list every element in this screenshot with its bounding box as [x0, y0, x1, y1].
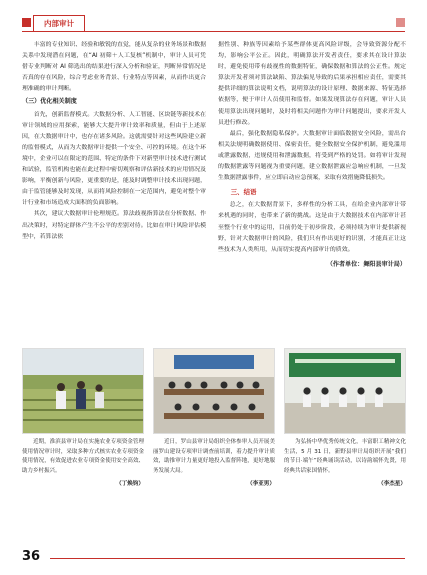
right-paragraph-3: 总之，在大数据背景下，多样性的分析工具，在给企业内部审计带来机遇的同时，也带来了新的挑战。这是由于大数据技术在内部审计甚至整个行业中的运用，目前仍处于初步阶段，必须持续为审计提供新视野，针对大数据审计的风险，我们只有作出更好的识别，才能真正让这些技术为人类所用，从而切实提高内部审计的质效。: [218, 202, 406, 253]
header-red-square-left: [22, 18, 31, 27]
author-affiliation: （作者单位：舞阳县审计局）: [326, 260, 406, 268]
right-column: [218, 40, 406, 270]
section-tag: 内部审计: [33, 15, 85, 32]
photo-caption-2: 近日，罗山县审计局组织全体参审人员开展美丽罗山建设专项审计调查前培训，着力提升审计质效，助推审计力量更好地投入监督阵地，更好地服务发展大局。: [153, 439, 275, 474]
conclusion-heading: 三、结语: [230, 188, 257, 197]
photo-item-1: [22, 348, 144, 487]
photo-credit-3: （李杰星）: [378, 481, 406, 488]
photo-item-3: [284, 348, 406, 487]
left-paragraph-3: 其次，建议大数据审计伦理规范。算法歧视指算法在分析数据、作出决策时，对特定群体产生不公平的差别对待。比如在审计风险评估模型中，若算法依: [22, 211, 206, 240]
photo-item-2: [153, 348, 275, 487]
footer-rule: [50, 558, 405, 559]
left-paragraph-2: 首先，创新监督模式。大数据分析、人工智能、区块链等新技术在审计领域的应用探索，能够大大提升审计效率和质量，但由于上述原因，在大数据审计中，也存在诸多风险。这就需要针对这些风险建立新的监督模式，从而为大数据审计提供一个安全、可控的环境。在这个环境中，企业可以在限定的范围、特定的条件下对新型审计技术进行测试和试验，监管机构也能在此过程中密切观察和评估新技术的应用情况及影响，平衡创新与风险，更重要的是，能及时调整审计技术出现问题，由于监管能够及时发现，从而将风险控制在一定范围内，避免对整个审计行业和市场造成大面积的负面影响。: [22, 111, 206, 207]
photo-caption-1: 近期，淮滨县审计局在实施农业专项资金管理使用情况审计时，采取多种方式核实农业专项资金使用情况，有效促进农业专项资金使用安全高效、助力乡村振兴。: [22, 439, 144, 474]
photo-training-meeting: [153, 348, 275, 434]
right-paragraph-1: 据性别、种族等因素给予某些群体更高风险评级，会导致资源分配不均，影响公平公正。因此，明确算法开发者责任，要求其在设计算法时，避免使用带有歧视性的数据特征，确保数据和算法的公正性。规定算法开发者须对算法缺陷、算法偏见导致的后果承担相应责任，需要其提供详细的算法说明文档，说明算法的设计原理、数据来源、特征选择依据等，便于审计人员使用和监督。如果发现算法存在问题，审计人员使用算法出现问题时，及时将相关问题作为审计问题提出，要求开发人员进行修改。: [218, 42, 406, 126]
header-rule: [22, 31, 405, 32]
left-column: [22, 40, 206, 243]
left-subheading: （三）优化相关制度: [22, 98, 77, 106]
photo-caption-3: 为弘扬中华优秀传统文化，丰富职工精神文化生活，5 月 31 日，新野县审计局组织开展“我们的节日·端午”经典诵读活动，以诗韵端怀先贤，用经典共话家国情怀。: [284, 439, 406, 474]
left-paragraph-1: 丰富的专业知识、经验和敏锐的直觉，能从复杂的业务场景和数据关系中发现潜在问题，在“AI 初筛＋人工复核”机制中，审计人员可凭借专业判断对 AI 筛选出的结果进行深入分析和验证，判断异常情况是否真的存在风险，综合考虑业务背景、行业特点等因素，从而作出更合理准确的审计判断。: [22, 42, 206, 93]
photo-strip: [22, 348, 406, 544]
photo-reading-event: [284, 348, 406, 434]
page-number: 36: [22, 549, 41, 564]
photo-credit-1: （丁焕钧）: [116, 481, 144, 488]
header-square-right: [396, 18, 405, 27]
photo-credit-2: （李亚男）: [247, 481, 275, 488]
photo-field-inspection: [22, 348, 144, 434]
right-paragraph-2: 最后，强化数据隐私保护。大数据审计面临数据安全风险，需出台相关法规明确数据使用、保密责任，健全数据安全保护机制，避免滥用或泄露数据，违规使用和泄露数据，将受到严格的处罚。如将审计发现的数据泄露等问题视为重要问题，建立数据泄露应急响应机制，一旦发生数据泄露事件，应立即启动应急预案，采取有效措施降低损失。: [218, 130, 406, 182]
